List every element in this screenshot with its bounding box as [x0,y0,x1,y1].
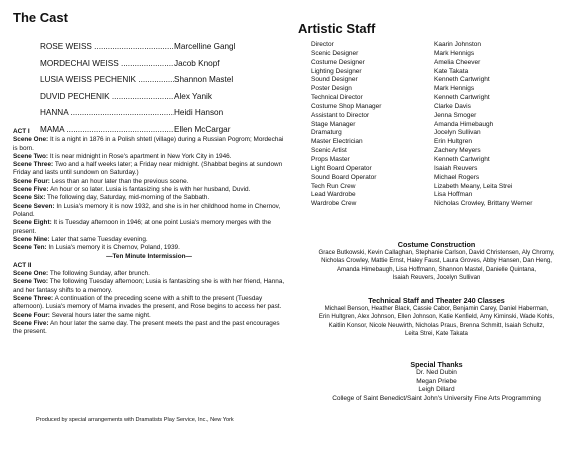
scene-text: Later that same Tuesday evening. [51,235,148,243]
scene-entry [13,186,285,194]
staff-name: Zachery Meyers [434,147,481,155]
staff-row [311,121,581,130]
cast-role: HANNA ..... [40,107,174,119]
staff-role: Props Master [311,155,350,163]
act1-title: ACT I [13,128,30,135]
scene-label: Scene Five: [13,186,49,194]
cast-actor: Heidi Hanson [174,108,224,118]
scene-text: The following Sunday, after brunch. [49,270,150,278]
scene-label: Scene Two: [13,152,49,160]
cast-list [40,41,280,141]
costume-line: Amanda Himebaugh, Lisa Hoffmann, Shannon Mastel, Danielle Quintana, [336,265,537,273]
staff-name: Lizabeth Meany, Leita Strei [434,182,513,190]
scene-entry [13,320,285,337]
staff-role: Scenic Artist [311,147,347,155]
cast-role: MORDECHAI WEISS ..... [40,58,174,70]
cast-row [40,58,280,75]
scene-text: In Lusia's memory it is now 1932, and she is in her childhood home in Chernov, Poland. [13,202,281,218]
staff-row [311,183,581,192]
tech-line: Michael Benson, Heather Black, Cassie Cabor, Benjamin Carey, Daniel Haberman, [324,305,549,312]
staff-row [311,41,581,50]
costume-section [291,240,582,283]
cast-actor: Shannon Mastel [174,75,234,85]
staff-name: Mark Hennigs [434,85,475,93]
staff-row [311,94,581,103]
staff-role: Master Electrician [311,138,363,146]
thanks-line: Megan Priebe [416,377,457,385]
intermission: —Ten Minute Intermission— [106,253,192,261]
scene-text: A continuation of the preceding scene with a shift to the present (Tuesday afternoon). Lusia's memory of Mama invades the present, and Rose begins to access her past. [13,294,282,311]
staff-role: Stage Manager [311,120,356,128]
staff-name: Kaarin Johnston [434,41,481,48]
scene-entry [13,244,285,252]
scene-label: Scene Five: [13,319,49,327]
costume-line: Nicholas Crowley, Mattie Ernst, Haley Faust, Laura Groves, Abby Hansen, Dan Heng, [321,257,552,265]
scene-entry [13,278,285,295]
staff-row [311,200,581,209]
costume-line: Grace Butkowski, Kevin Callaghan, Stephanie Carlson, David Christensen, Aly Chromy, [318,249,555,256]
scene-label: Scene Six: [13,194,46,202]
scene-label: Scene Eight: [13,219,52,227]
staff-row [311,103,581,112]
scene-label: Scene Seven: [13,202,55,210]
staff-role: Assistant to Director [311,111,370,119]
staff-name: Amanda Himebaugh [434,120,494,128]
staff-row [311,112,581,121]
cast-role: DUVID PECHENIK ..... [40,91,174,103]
staff-role: Costume Shop Manager [311,102,382,110]
staff-role: Sound Designer [311,76,358,84]
thanks-line: Dr. Ned Dubin [416,369,457,376]
staff-name: Kenneth Cartwright [434,76,490,84]
staff-list [311,41,581,209]
scene-label: Scene Four: [13,311,50,319]
thanks-title: Special Thanks [410,360,463,369]
tech-line: Kaitlin Konsor, Nicole Neuwirth, Nicholas Praus, Brenna Schmitt, Isaiah Schultz, [328,321,545,329]
staff-row [311,156,581,165]
scene-label: Scene Four: [13,177,50,185]
staff-name: Kate Takata [434,67,469,75]
staff-row [311,50,581,59]
scene-label: Scene Three: [13,161,54,169]
staff-name: Mark Hennigs [434,49,475,57]
cast-actor: Ellen McCargar [174,124,231,134]
scene-entry [13,236,285,244]
rights-footer: Produced by special arrangements with Dramatists Play Service, Inc., New York [36,417,234,423]
scene-entry [13,295,285,312]
scene-entry [13,194,285,202]
tech-title: Technical Staff and Theater 240 Classes [368,296,505,305]
staff-name: Erin Hultgren [434,138,472,146]
scene-text: Several hours later the same night. [51,311,151,319]
staff-role: Lead Wardrobe [311,191,356,199]
scene-text: In Lusia's memory it is Chernov, Poland, 1939. [48,244,180,252]
cast-row [40,91,280,108]
scene-entry [13,153,285,161]
staff-role: Costume Designer [311,58,365,66]
scene-label: Scene One: [13,270,49,278]
scene-text: Less than an hour later than the previous scene. [51,177,189,185]
cast-row [40,41,280,58]
scene-text: Two and a half weeks later; a Friday near midnight. (Shabbat begins at sundown Friday and lasts until sundown on Saturday.) [13,161,283,177]
staff-row [311,85,581,94]
staff-role: Lighting Designer [311,67,362,75]
act2-title: ACT II [13,261,32,269]
staff-name: Kenneth Cartwright [434,94,490,102]
scene-label: Scene Ten: [13,244,47,252]
staff-row [311,174,581,183]
scene-entry [13,136,285,153]
scene-text: It is near midnight in Rose's apartment in New York City in 1946. [49,152,232,160]
costume-title: Costume Construction [397,240,476,249]
staff-role: Wardrobe Crew [311,200,357,208]
scene-label: Scene Three: [13,294,54,302]
cast-role: ROSE WEISS ..... [40,41,174,53]
cast-role: MAMA ..... [40,124,174,136]
costume-line: Isaiah Reuvers, Jocelyn Sullivan [392,274,481,282]
staff-row [311,76,581,85]
cast-actor: Jacob Knopf [174,58,220,68]
scene-entry [13,178,285,186]
cast-row [40,74,280,91]
staff-row [311,165,581,174]
staff-role: Sound Board Operator [311,173,377,181]
staff-row [311,68,581,77]
staff-name: Amelia Cheever [434,58,481,66]
scene-synopsis [13,128,285,336]
staff-name: Lisa Hoffman [434,191,473,199]
scene-label: Scene Two: [13,278,49,286]
cast-role: LUSIA WEISS PECHENIK ..... [40,74,174,86]
cast-actor: Alex Yanik [174,91,212,101]
scene-text: It is Tuesday afternoon in 1946; at one point Lusia's memory merges with the present. [13,219,272,235]
scene-label: Scene Nine: [13,235,50,243]
scene-text: An hour or so later. Lusia is fantasizing she is with her husband, Duvid. [49,186,251,194]
staff-row [311,147,581,156]
staff-row [311,138,581,147]
cast-title: The Cast [13,10,68,25]
staff-name: Jocelyn Sullivan [434,129,481,137]
scene-entry [13,161,285,178]
thanks-line: College of Saint Benedict/Saint John's University Fine Arts Programming [332,394,541,402]
staff-name: Isaiah Reuvers [434,164,478,172]
staff-row [311,129,581,138]
staff-name: Kenneth Cartwright [434,155,490,163]
thanks-line: Leigh Dillard [418,386,455,394]
tech-section [291,296,582,339]
tech-line: Erin Hultgren, Alex Johnson, Ellen Johnson, Katie Kenfield, Amy Kiminski, Wade Kohls, [318,313,555,321]
staff-role: Dramaturg [311,129,342,137]
staff-role: Scenic Designer [311,49,359,57]
scene-text: The following day, Saturday, mid-morning of the Sabbath. [47,194,210,202]
staff-name: Michael Rogers [434,173,480,181]
staff-name: Clarke Davis [434,102,471,110]
staff-role: Tech Run Crew [311,182,356,190]
staff-name: Nicholas Crowley, Brittany Werner [434,200,533,208]
scene-text: It is a night in 1876 in a Polish shtetl (village) during a Russian Pogrom; Mordechai is born. [13,136,284,152]
tech-line: Leita Strei, Kate Takata [405,330,468,338]
staff-role: Poster Design [311,85,352,93]
staff-row [311,59,581,68]
staff-role: Director [311,41,334,48]
scene-text: An hour later the same day. The present meets the past and the past encourages the present. [13,319,280,336]
scene-label: Scene One: [13,136,49,144]
thanks-section [291,360,582,403]
staff-row [311,191,581,200]
scene-entry [13,219,285,236]
staff-role: Light Board Operator [311,164,372,172]
scene-entry [13,312,285,320]
staff-name: Jenna Smoger [434,111,477,119]
scene-entry [13,203,285,220]
staff-role: Technical Director [311,94,363,102]
staff-title: Artistic Staff [298,21,376,36]
scene-text: The following Tuesday afternoon; Lusia is fantasizing she is with her friend, Hanna, and her fantasy shifts to a memory. [13,278,285,294]
cast-row [40,107,280,124]
scene-entry [13,270,285,278]
cast-actor: Marcelline Gangl [174,42,236,51]
